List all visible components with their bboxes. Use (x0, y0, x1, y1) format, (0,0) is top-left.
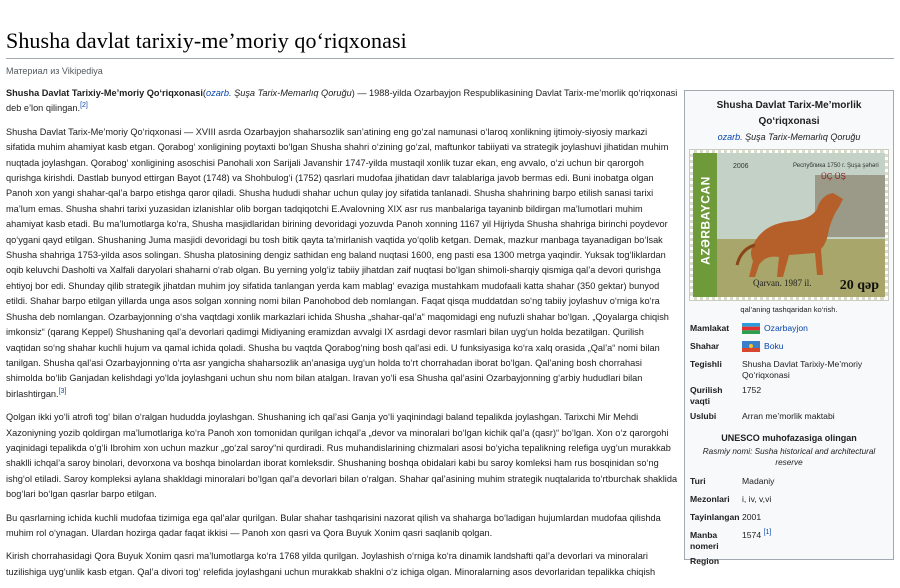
history-paragraph-1 (6, 125, 678, 402)
intro-paren: ( (202, 88, 206, 98)
azerbaijan-flag-icon (742, 323, 760, 334)
intro-paragraph (6, 86, 678, 117)
infobox-row-country (688, 321, 890, 339)
stamp-small-text-2: ÜÇ ÜȘ (821, 172, 846, 181)
ref-3-link[interactable]: [3] (58, 387, 67, 395)
infobox-value: 2001 (742, 512, 762, 522)
infobox-value: Arran me’morlik maktabi (742, 411, 835, 421)
infobox-value: Shusha Davlat Tarixiy-Me’moriy Qo‘riqxonasi (742, 359, 863, 380)
country-link[interactable]: Ozarbayjon (764, 323, 808, 333)
intro-native-name: Şuşa Tarix-Memarlıq Qoruğu (231, 88, 352, 98)
infobox-key: Turi (690, 476, 706, 486)
intro-text: ) — 1988-yilda Ozarbayjon Respublikasining Davlat Tarix-me’morlik qo‘riqxonasi deb e’lon qilingan. (6, 88, 678, 114)
infobox-row-built (688, 383, 890, 409)
unesco-row-region (688, 554, 890, 572)
history-paragraph-4: Kirish chorrahasidagi Qora Buyuk Xonim qasri ma’lumotlarga ko‘ra 1768 yilda qurilgan. Joylashish o‘rniga ko‘ra dinamik landshafti qal’a devorlari va minoralari tuzilishiga uyg‘unlik kasb etgan. Qal’a divori tog‘ relefida joylashgani uchun murakkab shaklni o‘z ichiga olgan. Minoralarning asos devorlaridan tepalikka chiqish (6, 551, 656, 577)
lang-link[interactable]: ozarb. (205, 88, 232, 98)
infobox-row-affiliation (688, 357, 890, 383)
unesco-row-criteria (688, 492, 890, 510)
infobox-key: Tegishli (690, 359, 722, 369)
history-paragraph-3: Bu qasrlarning ichida kuchli mudofaa tizimiga ega qal’alar qurilgan. Bular shahar tashqarisini nazorat qilish va shaharga bo‘ladigan hujumlardan mudofaa qilishda muhim rol o‘ynagan. Ulardan hozirga qadar faqat ikkisi — Panoh xon qasri va Qora Buyuk Xonim qasri saqlanib qolgan. (6, 512, 661, 538)
ref-1-link[interactable]: [1] (763, 529, 772, 537)
infobox-value (742, 530, 888, 541)
page-title: Shusha davlat tarixiy-me’moriy qo‘riqxonasi (6, 28, 894, 59)
infobox-title-line2: Qo‘riqxonasi (758, 116, 820, 127)
unesco-link[interactable]: UNESCO muhofazasiga olingan (721, 433, 857, 443)
infobox-title (688, 98, 890, 130)
reference-number: 1574 (742, 530, 762, 540)
unesco-official-name: Rasmiy nomi: Susha historical and architectural reserve (702, 447, 876, 467)
infobox-key: Region (690, 556, 720, 566)
city-flag-icon (742, 341, 760, 352)
infobox-value (742, 323, 888, 334)
infobox-lang-link[interactable]: ozarb. (717, 132, 743, 142)
infobox-row-style (688, 409, 890, 427)
infobox-subtitle (688, 130, 890, 144)
stamp-caption: Qarvan. 1987 il. (753, 278, 812, 288)
unesco-row-type (688, 474, 890, 492)
infobox-key: Mezonlari (690, 494, 730, 504)
image-caption: qal’aning tashqaridan ko‘rish. (740, 305, 838, 314)
infobox-key: Tayinlangan (690, 512, 740, 522)
infobox-key: Qurilish vaqti (690, 385, 723, 406)
history-paragraph-2: Qolgan ikki yo‘li atrofi tog‘ bilan o‘ralgan hududda joylashgan. Shushaning ich qal’asi Ganja yo‘li yaqinindagi baland tepalikda joylashgan. Tarixchi Mir Mehdi Xazoniyning yozib qoldirgan ma’lumotlariga ko‘ra Panoh xon tomonidan qurilgan ichqal’a „devor va minoralari bo‘lgan kichik qal’a (qasr)“ bo‘lgan. Xon o‘z qarorgohi yaqinidagi tepalikda o‘g‘li Ibrohim xon uchun mazkur „go‘zal saroy“ni qurdiradi. Rus muhandislarining chizmalari asosi bo‘yicha tepalikning relefiga uyg‘un murakkab shaklli ichqal’a saroy binolari, devorxona va boshqa binolardan iborat komleksdir. Shushaning boshqa obidalari kabi bu saroy komleksi ham rus bosqinidan so‘ng ishg‘ol etiladi. Saroy kompleksi aylana shakldagi minoralari bo‘lgan qal’a devorlari bilan o‘ralgan. Shahar qal’asining muhim strategik nuqtalarida to‘rtburchak shaklida bog‘lari bo‘lgan qasrlar barpo etilgan. (6, 412, 678, 500)
infobox-key: Mamlakat (690, 323, 730, 333)
infobox (684, 90, 894, 566)
infobox-value (742, 341, 888, 352)
infobox-value: i, iv, v,vi (742, 494, 772, 504)
horse-illustration (693, 153, 885, 297)
stamp-small-text: Республика 1750 г. Şuşa şəhəri (793, 163, 879, 169)
infobox-value: 1752 (742, 385, 762, 395)
stamp-year: 2006 (733, 163, 749, 170)
infobox-key: Uslubi (690, 411, 717, 421)
article-body (6, 86, 678, 588)
infobox-row-city (688, 339, 890, 357)
ref-2-link[interactable]: [2] (80, 102, 88, 110)
intro-bold-title: Shusha Davlat Tarixiy-Me’moriy Qo‘riqxonasi (6, 88, 203, 98)
unesco-section-title (688, 431, 890, 446)
unesco-row-designated (688, 510, 890, 528)
city-link[interactable]: Boku (764, 341, 784, 351)
page-source-note: Материал из Vikipediya (6, 66, 103, 76)
stamp-country-text: AZƏRBAYCAN (698, 176, 713, 265)
stamp-price: 20 qəp (839, 278, 879, 293)
unesco-row-reference (688, 528, 890, 554)
infobox-native-name: Şuşa Tarix-Memarlıq Qoruğu (742, 132, 861, 142)
infobox-key: Manba nomeri (690, 530, 719, 551)
infobox-value: Madaniy (742, 476, 775, 486)
history-text-1: Shusha Davlat Tarix-Me’moriy Qo‘riqxonasi — XVIII asrda Ozarbayjon shaharsozlik san’atining eng go‘zal namunasi o‘laroq xonlikning ijtimoiy-siyosiy markazi sifatida muhim ahamiyat kasb etgan. Qorabog‘ xonligining poytaxti bo‘lgan Shusha shahri o‘zining go‘zal, maftunkor tabiiyati va strategik joylashuvi jihatidan muhim nuqtada joylashgan. Qorabog‘ xonligining asoschisi Panohali xon Sarijali Javanshir 1747-yilda mustaqil xonlik tuzar ekan, eng avvalo, o‘zi uchun bir qarorgoh qurishga kirishdi. Dastlab bunyod ettirgan Bayot (1748) va Shohbulog‘i (1752) qasrlari mudofaa jihatidan davr talablariga javob bermas edi. Buni inobatga olgan Panoh xon yangi shahar-qal’a barpo etishga qaror qiladi. Shusha hududi shahar uchun qulay joy sifatida tanlanadi. Shusha shahrining barpo etilish sanasi tarixi ma’lum emas. Shusha shahri tarixi yuzasidan izlanishlar olib borgan tadqiqotchi E.Avalovning XIX asr rus manbalariga tayaninb bildirgan ma’lumotlari muhim ahamiyat kasb etadi. Bu ma’lumotlarga ko‘ra, Shusha masjidlaridan birining devoridagi yozuvda Panoh xonning 1167 yil Hijriyda Shusha shahriga birinchi poydevor qo‘ygani qayd etilgan. Shushaning Juma masjidi devoridagi bu tosh bitik qayta ta’mirlanish vaqtida yo‘qolib ketgan. Demak, mazkur manbaga tayanadigan bo‘lsak Shusha shahriga 1753-yilda asos solingan. Shusha platosining dengiz sathidan eng baland nuqtasi 1600, eng pasti esa 1300 metrga yaqindir. Yuksak tog‘liklardan oqib keluvchi Dasholti va Xalfali daryolari shaharni o‘rab olgan. Bu yerning yolg‘iz tabiiy jihatdan zaif nuqtasi bo‘lgan shimoli-sharqiy qismiga qal’a devori qurishga ehtiyoj bor edi. Shunday qilib strategik jihatdan muhim joy sifatida tanlangan yerda kam mablag‘ evaziga mustahkam mudofaali katta shahar (350 gektar) bunyod etildi. Shahar barpo etilgan yillarda unga asos solgan xonning nomi bilan Panohobod deb nomlangan. Faqat qisqa muddatdan so‘ng tabiiy joylashuv o‘rniga ko‘ra Shusha deb nomlangan. Ozarbayjonning o‘sha vaqtdagi xonlik markazlari ichida Shusha „shahar-qal’a“ maqomidagi eng nufuzli shahar bo‘lgan. „Qoyalarga chiqish imkonsiz“ (qarang Keppel) Shushaning qal’a devorlari qadimgi Midiyaning eramizdan avvalgi IX asrdagi devor rasmlari bilan uyg‘un holda bezatilgan. Qurilish vaqtidan so‘ng shahar kuchli hujum va qamal ichida qoladi. Shusha bu vaqtda Qorabog‘ning bosh qal’asi edi. U funksiyasiga ko‘ra xalq orasida „Qal’a“ nomi bilan tanilgan. Shusha qal’asi Ozarbayjonning o‘rta asr yangicha shaharsozlik an’anasiga uyg‘un holda to‘rt chorrahadan iborat bo‘lgan. Qal’aning bosh chorrahasi shimolda bo‘lib Ganjadan kelishdagi yo‘lda joylashgani uchun shu nom bilan atalgan. Iravan yo‘li esa Shusha qal’asini Ozarbayjonning g‘arbiy hududlari bilan birlashtirgan. (6, 126, 669, 399)
infobox-key: Shahar (690, 341, 720, 351)
stamp-image[interactable] (690, 150, 888, 300)
infobox-title-line1: Shusha Davlat Tarix-Me’morlik (716, 100, 862, 111)
